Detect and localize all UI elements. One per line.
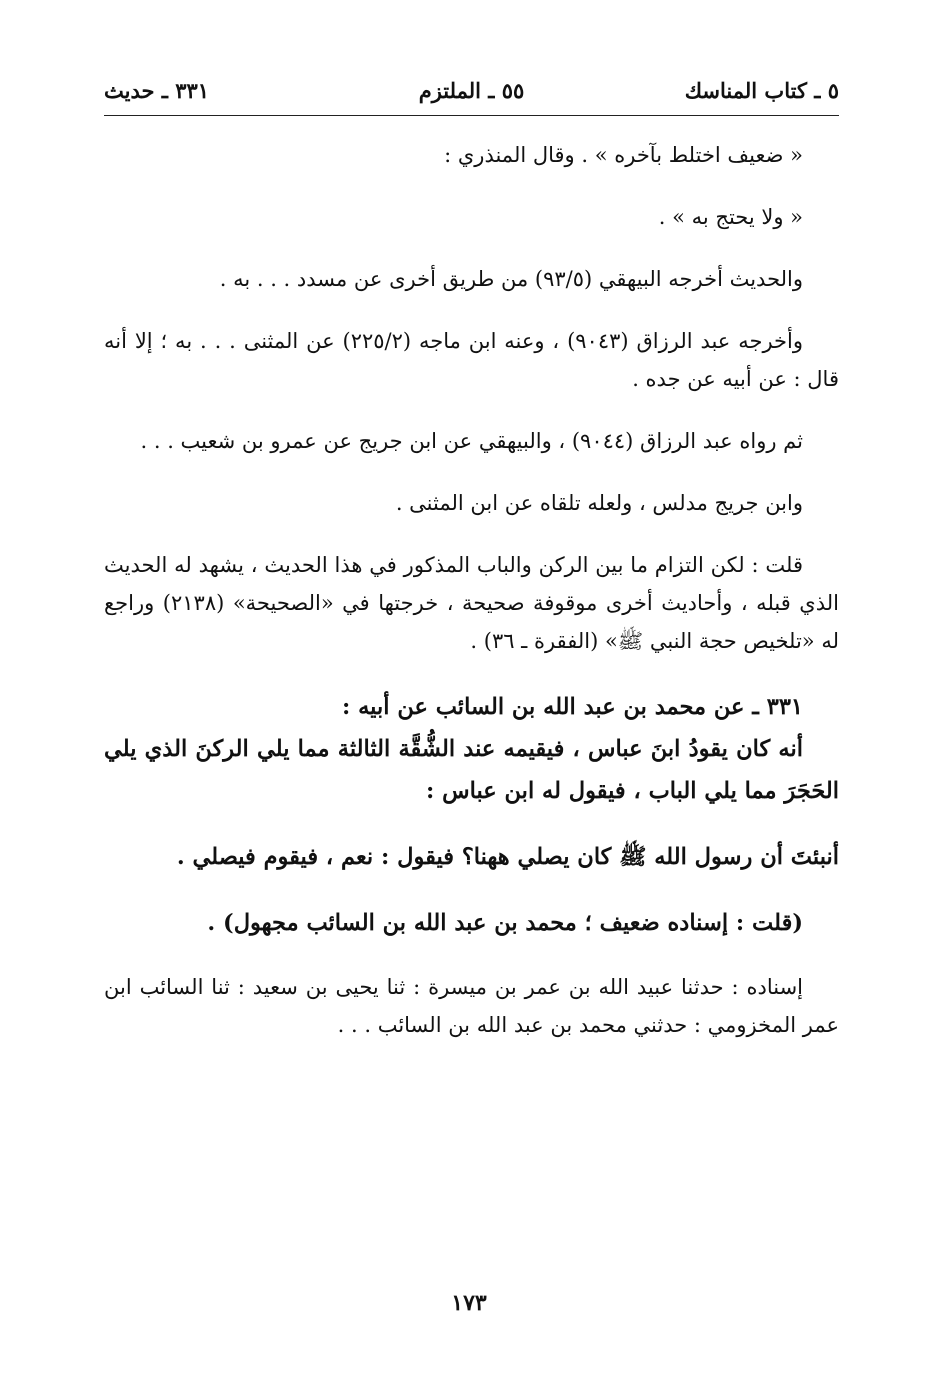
hadith-text-1: أنه كان يقودُ ابنَ عباس ، فيقيمه عند الشُّقَّة الثالثة مما يلي الركنَ الذي يلي الحَجَرَ مما يلي الباب ، فيقول له ابن عباس : (104, 736, 839, 804)
header-divider (104, 115, 839, 116)
hadith-isnad: إسناده : حدثنا عبيد الله بن عمر بن ميسرة : ثنا يحيى بن سعيد : ثنا السائب ابن عمر المخزومي : حدثني محمد بن عبد الله بن السائب . . . (104, 975, 839, 1037)
paragraph-author-note: قلت : لكن التزام ما بين الركن والباب المذكور في هذا الحديث ، يشهد له الحديث الذي قبله ، وأحاديث أخرى موقوفة صحيحة ، خرجتها في «الصحيحة» (٢١٣٨) وراجع له «تلخيص حجة النبي ﷺ» (الفقرة ـ ٣٦) . (104, 553, 839, 653)
header-hadith-number: ٣٣١ ـ حديث (104, 78, 210, 103)
header-chapter-title: ٥٥ ـ الملتزم (418, 78, 525, 103)
header-book-title: ٥ ـ كتاب المناسك (684, 78, 839, 103)
page-number: ١٧٣ (451, 1290, 487, 1316)
hadith-title: ٣٣١ ـ عن محمد بن عبد الله بن السائب عن أبيه : (341, 694, 803, 720)
paragraph-quote-1: « ضعيف اختلط بآخره » . وقال المنذري : (444, 143, 803, 167)
page-body (104, 136, 839, 1044)
paragraph-bayhaqi: والحديث أخرجه البيهقي (٩٣/٥) من طريق أخرى عن مسدد . . . به . (219, 267, 803, 291)
hadith-text-2: أنبئتَ أن رسول الله ﷺ كان يصلي ههنا؟ فيقول : نعم ، فيقوم فيصلي . (176, 844, 839, 870)
paragraph-ibn-jurayj-chain: ثم رواه عبد الرزاق (٩٠٤٤) ، والبيهقي عن ابن جريج عن عمرو بن شعيب . . . (140, 429, 803, 453)
hadith-verdict: (قلت : إسناده ضعيف ؛ محمد بن عبد الله بن السائب مجهول) . (207, 910, 803, 936)
running-header (104, 78, 839, 112)
paragraph-abdurrazzaq: وأخرجه عبد الرزاق (٩٠٤٣) ، وعنه ابن ماجه (٢٢٥/٢) عن المثنى . . . به ؛ إلا أنه قال : عن أبيه عن جده . (104, 329, 839, 391)
paragraph-mudallis: وابن جريج مدلس ، ولعله تلقاه عن ابن المثنى . (395, 491, 803, 515)
paragraph-quote-2: « ولا يحتج به » . (658, 205, 803, 229)
